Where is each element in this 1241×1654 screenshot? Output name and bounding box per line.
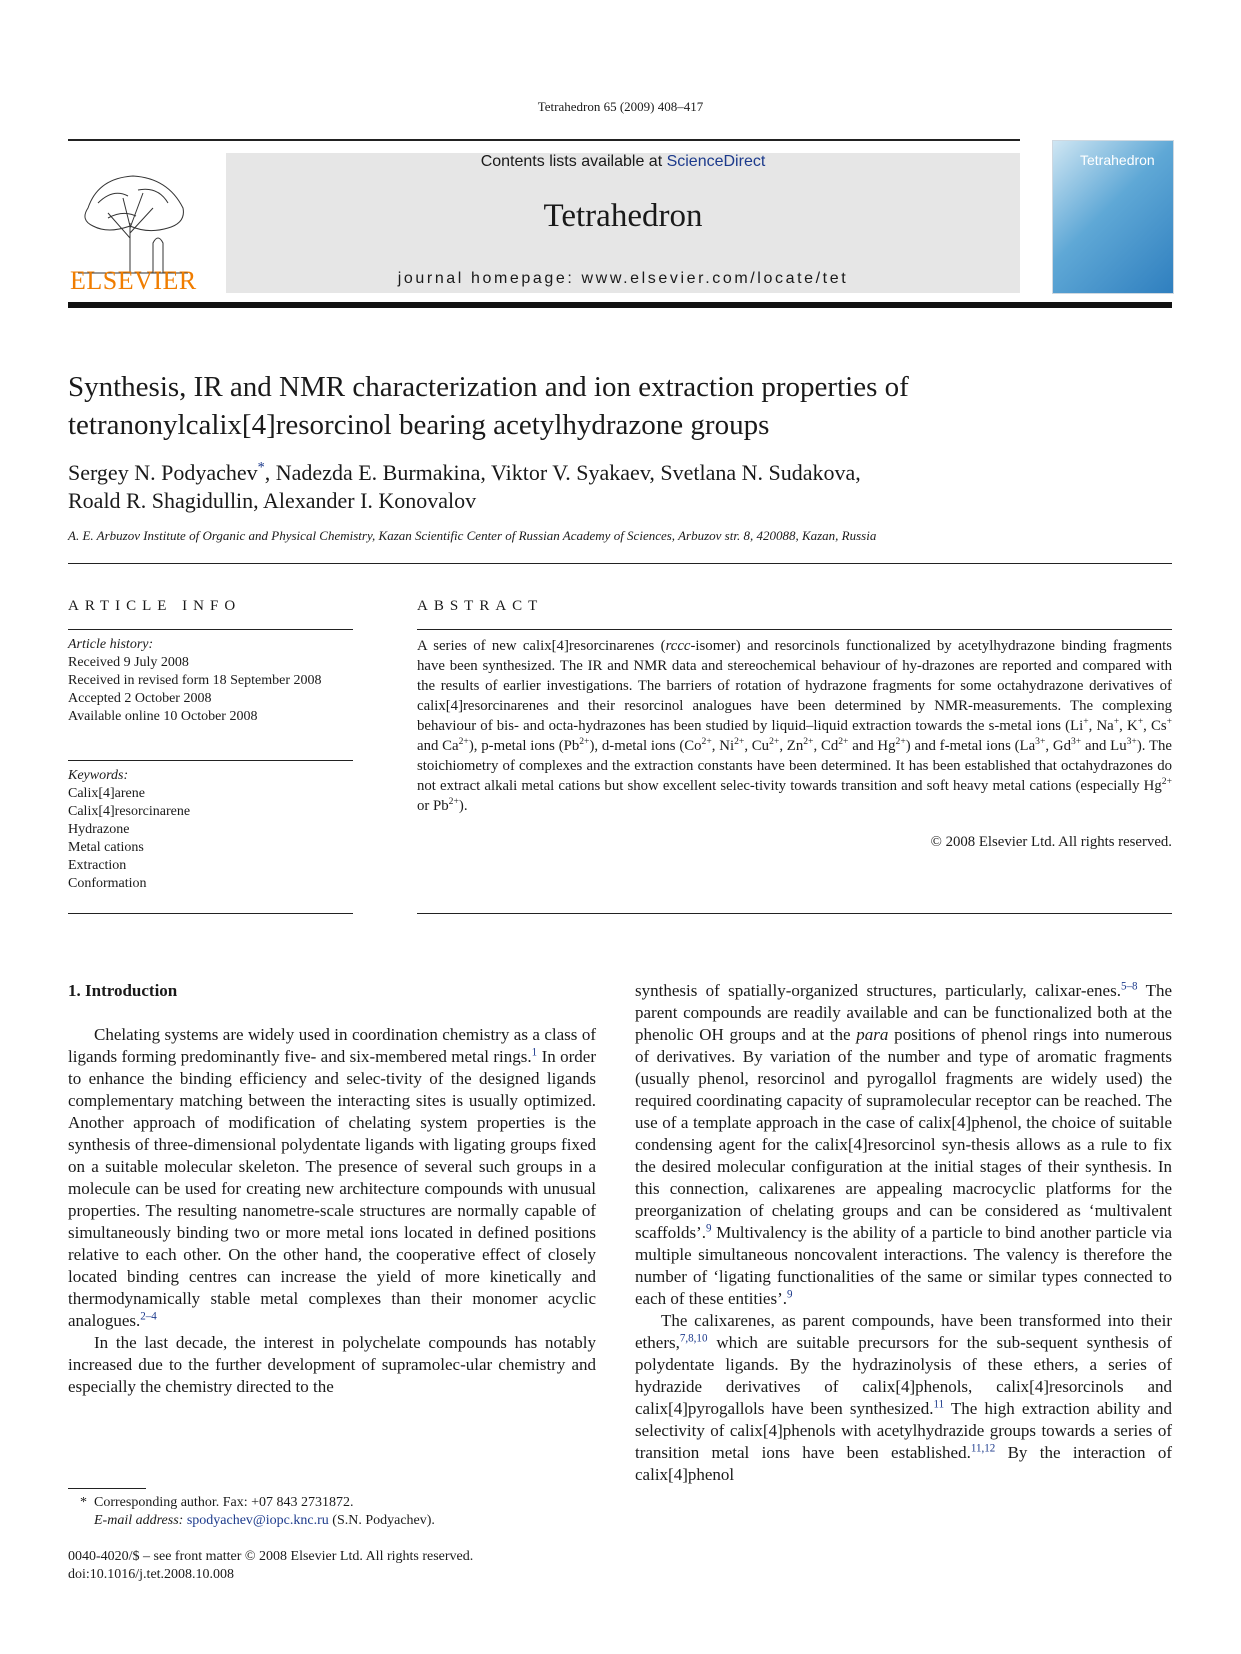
intro-paragraph: In the last decade, the interest in polychelate compounds has notably increased due to the further development of supramolec-ular chemistry and especially the chemistry directed to the <box>68 1333 596 1396</box>
keyword: Extraction <box>68 858 127 873</box>
article-title: Synthesis, IR and NMR characterization and ion extraction properties of tetranonylcalix[4]resorcinol bearing acetylhydrazone groups <box>68 371 909 441</box>
email-label: E-mail address: <box>94 1513 184 1528</box>
right-column <box>635 980 1172 1486</box>
intro-paragraph: The calixarenes, as parent compounds, have been transformed into their ethers,$^{7,8,10}$ which are suitable precursors for the sub-sequent synthesis of polydentate ligands. By the hydrazinolysis of these ethers, a series of hydrazide derivatives of calix[4]phenols, calix[4]resorcinols and calix[4]pyrogallols have been synthesized.$^{11}$ The high extraction ability and selectivity of calix[4]phenols with acetylhydrazide groups towards a series of transition metal ions have been established.$^{11,12}$ By the interaction of calix[4]phenol <box>635 1311 1173 1484</box>
cover-title: Tetrahedron <box>1080 152 1155 168</box>
keywords-label: Keywords: <box>68 768 129 783</box>
affiliation: A. E. Arbuzov Institute of Organic and Physical Chemistry, Kazan Scientific Center of Russian Academy of Sciences, Arbuzov str. 8, 420088, Kazan, Russia <box>68 528 877 543</box>
corresponding-author-footnote <box>68 1494 628 1530</box>
intro-paragraph: Chelating systems are widely used in coordination chemistry as a class of ligands forming predominantly five- and six-membered metal rings.$^1$ In order to enhance the binding efficiency and selec-tivity of the designed ligands complementary matching between the interacting sites is usually optimized. Another approach of modification of chelating system properties is the synthesis of three-dimensional polydentate ligands with ligating groups fixed on a suitable molecular skeleton. The presence of several such groups in a molecule can be used for creating new architecture compounds with unusual properties. The resulting nanometre-scale structures are normally capable of simultaneously binding two or more metal ions located in defined positions relative to each other. On the other hand, the cooperative effect of closely located binding centres can increase the yield of more kinetically and thermodynamically stable metal complexes than their monomer acyclic analogues.$^{2-4}$ <box>68 1025 596 1330</box>
left-column <box>68 980 596 1398</box>
header-top-rule <box>68 139 1020 141</box>
info-rule <box>68 760 353 761</box>
journal-reference: Tetrahedron 65 (2009) 408–417 <box>537 99 704 114</box>
abstract-text: A series of new calix[4]resorcinarenes (rccc-isomer) and resorcinols functionalized by acetylhydrazone binding fragments have been synthesized. The IR and NMR data and stereochemical behaviour of hy-drazones are reported and compared with the results of earlier investigations. The barriers of rotation of hydrazone fragments for some octahydrazone derivatives of calix[4]resorcinarenes and their resorcinol analogues have been determined by NMR-measurements. The complexing behaviour of bis- and octa-hydrazones has been studied by liquid–liquid extraction towards the s-metal ions (Li+, Na+, K+, Cs+ and $Ca^{2+}$), p-metal ions $(Pb^{2+})$, d-metal ions ($Co^{2+}$, $Ni^{2+}$, $Cu^{2+}$, $Zn^{2+}$, $Cd^{2+}$ and $Hg^{2+}$) and f-metal ions ($La^{3+}$, $Gd^{3+}$ and $Lu^{3+}$). The stoichiometry of complexes and the extraction constants have been determined. It has been established that octahydrazones do not extract alkali metal cations but show excellent selec-tivity towards transition and soft heavy metal cations (especially $Hg^{2+}$ or $Pb^{2+}$). <box>417 638 1173 814</box>
issn-line: 0040-4020/$ – see front matter © 2008 Elsevier Ltd. All rights reserved. <box>68 1549 474 1564</box>
front-matter <box>68 1548 628 1584</box>
introduction-heading: 1. Introduction <box>68 981 178 1000</box>
keyword: Hydrazone <box>68 822 130 837</box>
keyword: Calix[4]arene <box>68 786 145 801</box>
doi[interactable]: doi:10.1016/j.tet.2008.10.008 <box>68 1567 235 1582</box>
keywords <box>68 767 353 893</box>
email-link[interactable]: spodyachev@iopc.knc.ru <box>186 1513 329 1528</box>
history-item: Received in revised form 18 September 2008 <box>68 673 322 688</box>
history-item: Accepted 2 October 2008 <box>68 691 212 706</box>
footnote-rule <box>68 1488 146 1489</box>
authors-line-2: Roald R. Shagidullin, Alexander I. Konovalov <box>68 488 477 513</box>
corresponding-author-mark[interactable]: * <box>257 459 265 476</box>
header-bottom-rule <box>68 302 1172 308</box>
abstract-copyright: © 2008 Elsevier Ltd. All rights reserved. <box>930 834 1172 850</box>
journal-name: Tetrahedron <box>543 198 703 234</box>
contents-availability: Contents lists available at ScienceDirect <box>480 153 766 170</box>
footnote-mark: * <box>80 1495 87 1510</box>
elsevier-wordmark: ELSEVIER <box>70 266 197 295</box>
history-label: Article history: <box>68 637 154 652</box>
keyword: Metal cations <box>68 840 144 855</box>
info-rule <box>68 913 353 914</box>
sciencedirect-link[interactable]: ScienceDirect <box>666 153 766 170</box>
abstract-rule <box>417 913 1172 914</box>
author-first: Sergey N. Podyachev <box>68 460 258 485</box>
authors-rest: , Nadezda E. Burmakina, Viktor V. Syakaev, Svetlana N. Sudakova, <box>264 460 861 485</box>
email-suffix: (S.N. Podyachev). <box>332 1513 435 1528</box>
history-item: Received 9 July 2008 <box>68 655 189 670</box>
journal-homepage[interactable]: journal homepage: www.elsevier.com/locate/tet <box>397 270 849 287</box>
article-info-heading: ARTICLE INFO <box>68 598 242 614</box>
author-list <box>68 459 1172 515</box>
history-item: Available online 10 October 2008 <box>68 709 258 724</box>
intro-paragraph: synthesis of spatially-organized structures, particularly, calixar-enes.$^{5-8}$ The parent compounds are readily available and can be functionalized both at the phenolic OH groups and at the para positions of phenol rings into numerous of derivatives. By variation of the number and type of aromatic fragments (usually phenol, resorcinol and pyrogallol fragments are widely used) the required coordinating capacity of supramolecular receptor can be reached. The use of a template approach in the case of calix[4]phenol, the choice of suitable condensing agent for the calix[4]resorcinol syn-thesis allows as a rule to fix the desired molecular configuration at the initial stages of their synthesis. In this connection, calixarenes are appealing macrocyclic platforms for the preorganization of chelating groups and can be considered as ‘multivalent scaffolds’.$^9$ Multivalency is the ability of a particle to bind another particle via multiple simultaneous noncovalent interactions. The valency is therefore the number of ‘ligating functionalities of the same or similar types connected to each of these entities’.$^9$ <box>635 980 1172 1308</box>
info-rule <box>68 629 353 630</box>
article-history <box>68 636 353 726</box>
keyword: Conformation <box>68 876 147 891</box>
abstract-heading: ABSTRACT <box>417 598 544 614</box>
affiliation-rule <box>68 563 1172 564</box>
corresponding-note: Corresponding author. Fax: +07 843 2731872. <box>94 1495 354 1510</box>
keyword: Calix[4]resorcinarene <box>68 804 191 819</box>
abstract-rule <box>417 629 1172 630</box>
